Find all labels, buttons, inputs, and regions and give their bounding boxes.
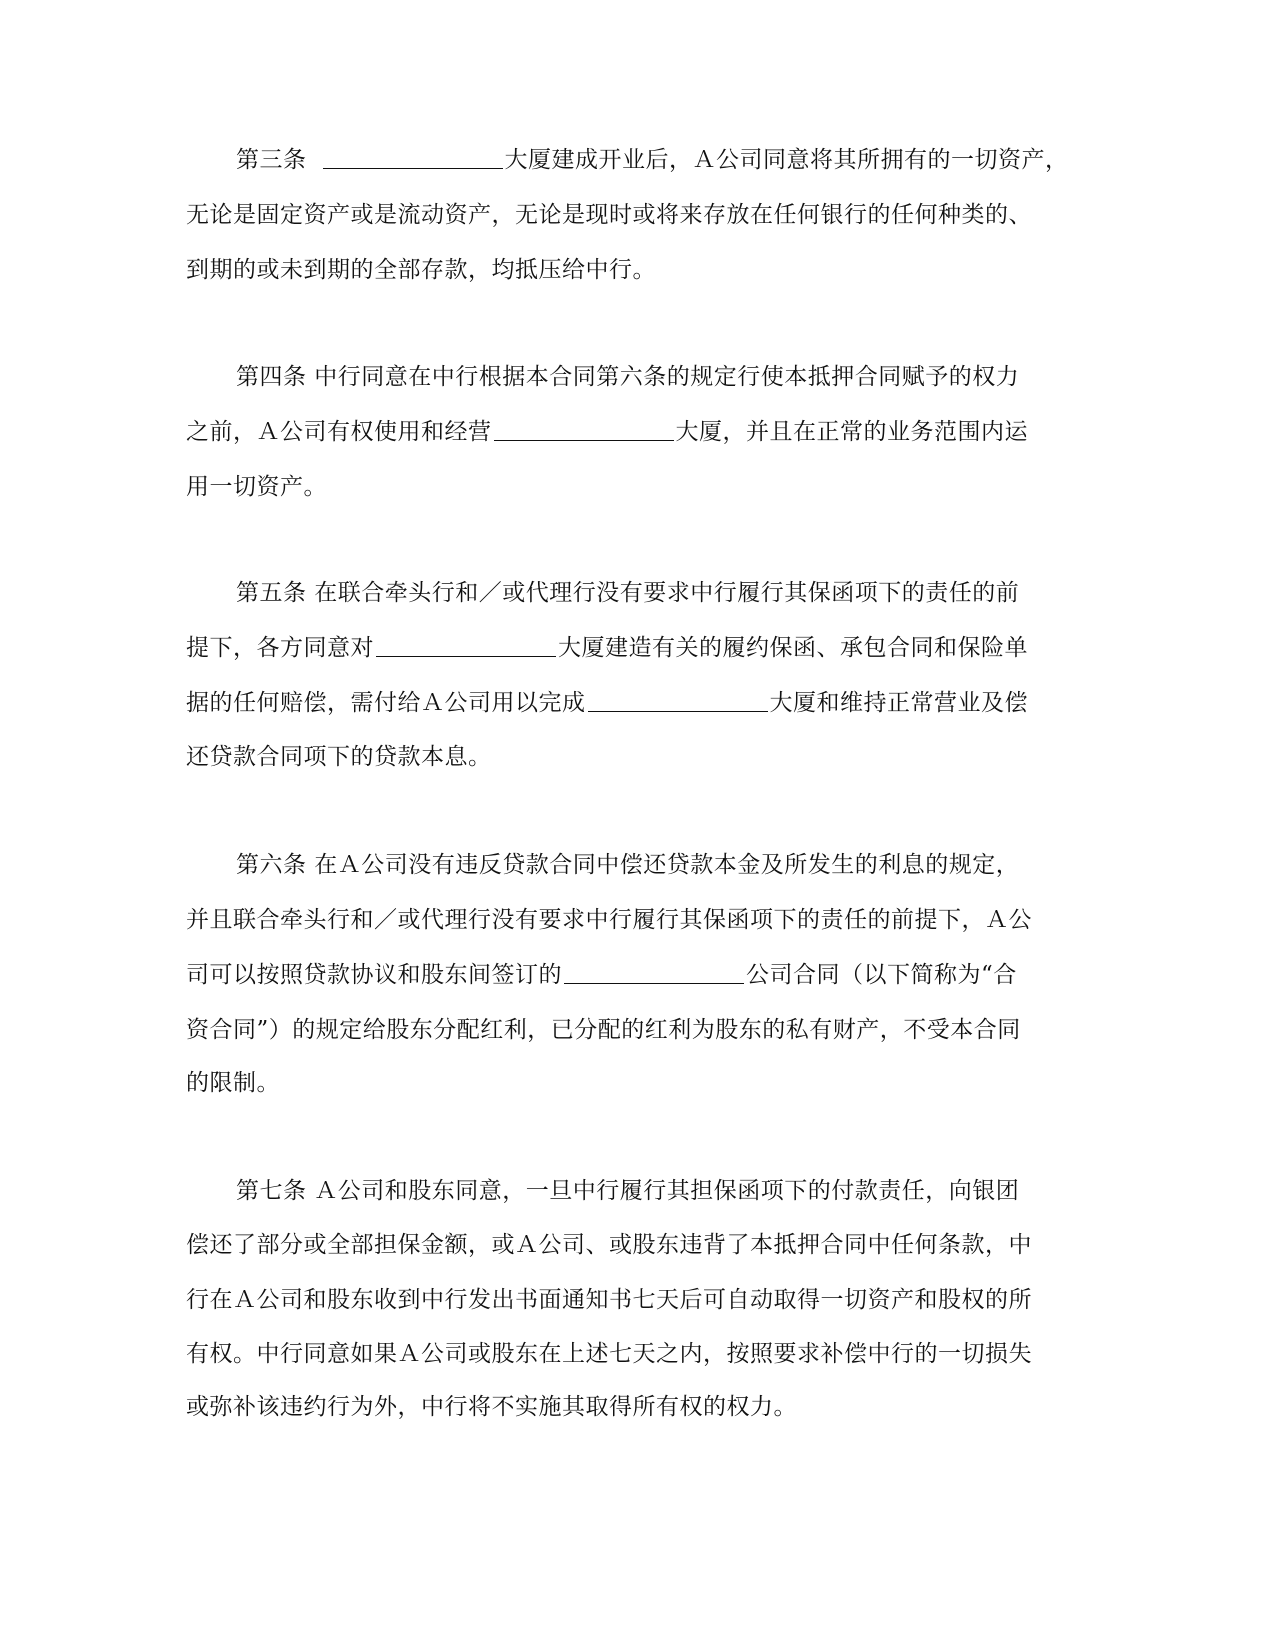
article-4-text-1: 之前，Ａ公司有权使用和经营: [186, 419, 492, 445]
article-7-line-2: 偿还了部分或全部担保金额，或Ａ公司、或股东违背了本抵押合同中任何条款，中: [186, 1232, 1032, 1258]
article-6-line-4: 资合同”）的规定给股东分配红利，已分配的红利为股东的私有财产，不受本合同: [186, 1017, 1021, 1043]
fill-blank-building-name: [376, 634, 556, 657]
article-6-line-1: 第六条 在Ａ公司没有违反贷款合同中偿还贷款本金及所发生的利息的规定，: [236, 852, 1020, 878]
article-5-text-3: 据的任何赔偿，需付给Ａ公司用以完成: [186, 690, 586, 716]
article-5-text-4: 大厦和维持正常营业及偿: [769, 690, 1028, 716]
article-5-text-1: 提下，各方同意对: [186, 635, 374, 661]
article-5-line-3: [186, 688, 1086, 718]
article-7-line-5: 或弥补该违约行为外，中行将不实施其取得所有权的权力。: [186, 1394, 797, 1420]
article-3-line-2: 无论是固定资产或是流动资产，无论是现时或将来存放在任何银行的任何种类的、: [186, 202, 1032, 228]
article-4-line-1: 第四条 中行同意在中行根据本合同第六条的规定行使本抵押合同赋予的权力: [236, 364, 1020, 390]
fill-blank-building-name: [323, 146, 503, 169]
article-6-line-3: [186, 960, 1086, 990]
article-4-line-3: 用一切资产。: [186, 474, 327, 500]
fill-blank-building-name: [588, 689, 768, 712]
article-3-number: 第三条: [236, 147, 307, 173]
article-4-text-2: 大厦，并且在正常的业务范围内运: [675, 419, 1028, 445]
article-3-line-1: [236, 145, 1136, 175]
article-3-line-3: 到期的或未到期的全部存款，均抵压给中行。: [186, 257, 656, 283]
fill-blank-building-name: [494, 418, 674, 441]
article-5-text-2: 大厦建造有关的履约保函、承包合同和保险单: [558, 635, 1028, 661]
article-6-line-2: 并且联合牵头行和／或代理行没有要求中行履行其保函项下的责任的前提下，Ａ公: [186, 907, 1032, 933]
article-7-line-1: 第七条 Ａ公司和股东同意，一旦中行履行其担保函项下的付款责任，向银团: [236, 1178, 1020, 1204]
article-4-line-2: [186, 417, 1086, 447]
article-5-line-2: [186, 633, 1086, 663]
article-5-line-1: 第五条 在联合牵头行和／或代理行没有要求中行履行其保函项下的责任的前: [236, 580, 1020, 606]
article-7-line-4: 有权。中行同意如果Ａ公司或股东在上述七天之内，按照要求补偿中行的一切损失: [186, 1341, 1032, 1367]
article-5-line-4: 还贷款合同项下的贷款本息。: [186, 744, 492, 770]
article-6-text-2: 公司合同（以下简称为“合: [746, 962, 1017, 988]
article-6-text-1: 司可以按照贷款协议和股东间签订的: [186, 962, 562, 988]
fill-blank-company-name: [564, 961, 744, 984]
article-3-text-1: 大厦建成开业后，Ａ公司同意将其所拥有的一切资产，: [504, 147, 1069, 173]
article-7-line-3: 行在Ａ公司和股东收到中行发出书面通知书七天后可自动取得一切资产和股权的所: [186, 1287, 1032, 1313]
article-6-line-5: 的限制。: [186, 1070, 280, 1096]
